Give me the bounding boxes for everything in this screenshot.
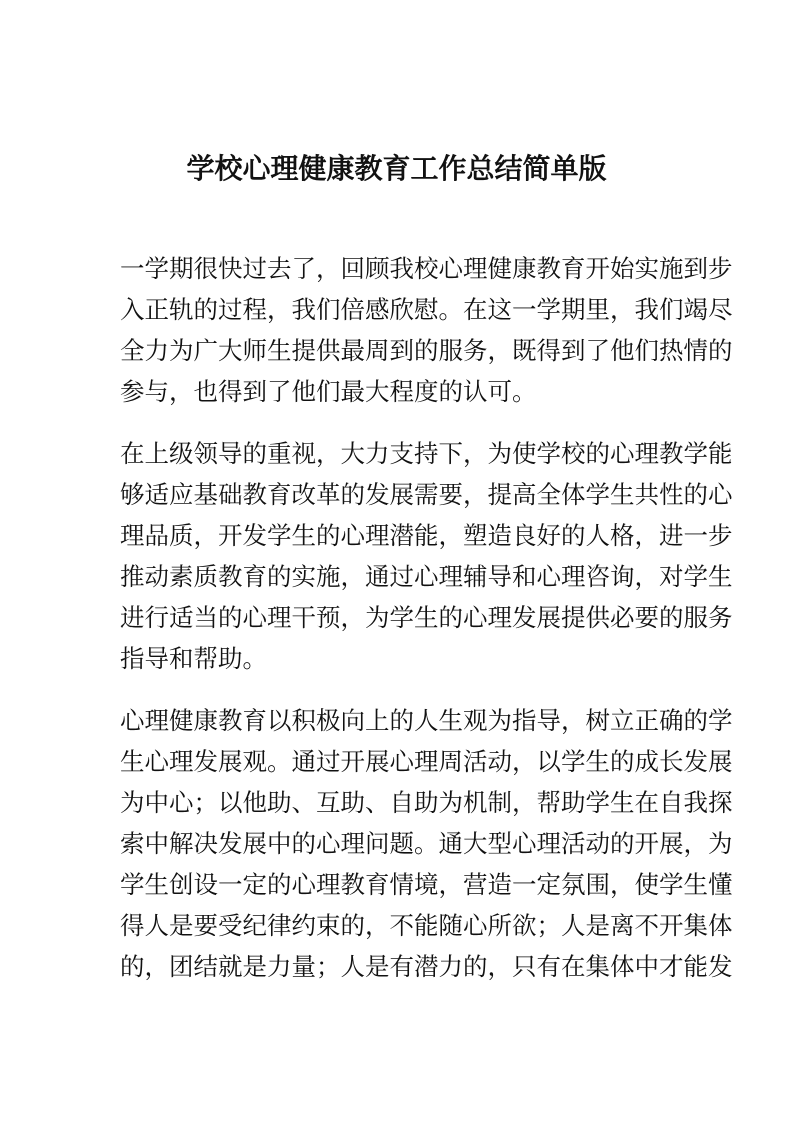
text-line: 在上级领导的重视，大力支持下，为使学校的心理教学能 <box>120 439 733 468</box>
text-line: 理品质，开发学生的心理潜能，塑造良好的人格，进一步 <box>120 521 733 550</box>
text-line: 参与，也得到了他们最大程度的认可。 <box>120 377 537 406</box>
text-line: 的，团结就是力量；人是有潜力的，只有在集体中才能发 <box>120 952 733 981</box>
document-body <box>120 248 733 1008</box>
text-line: 进行适当的心理干预，为学生的心理发展提供必要的服务 <box>120 603 733 632</box>
text-line: 索中解决发展中的心理问题。通大型心理活动的开展，为 <box>120 829 733 858</box>
paragraph <box>120 248 733 412</box>
paragraph <box>120 700 733 987</box>
text-line: 得人是要受纪律约束的，不能随心所欲；人是离不开集体 <box>120 911 733 940</box>
text-line: 入正轨的过程，我们倍感欣慰。在这一学期里，我们竭尽 <box>120 295 733 324</box>
text-line: 够适应基础教育改革的发展需要，提高全体学生共性的心 <box>120 480 733 509</box>
text-line: 指导和帮助。 <box>120 644 267 673</box>
text-line: 心理健康教育以积极向上的人生观为指导，树立正确的学 <box>120 706 733 735</box>
text-line: 全力为广大师生提供最周到的服务，既得到了他们热情的 <box>120 336 733 365</box>
text-line: 推动素质教育的实施，通过心理辅导和心理咨询，对学生 <box>120 562 733 591</box>
paragraph <box>120 433 733 679</box>
text-line: 学生创设一定的心理教育情境，营造一定氛围，使学生懂 <box>120 870 733 899</box>
text-line: 为中心；以他助、互助、自助为机制，帮助学生在自我探 <box>120 788 733 817</box>
document-title: 学校心理健康教育工作总结简单版 <box>186 151 607 185</box>
text-line: 一学期很快过去了，回顾我校心理健康教育开始实施到步 <box>120 254 733 283</box>
text-line: 生心理发展观。通过开展心理周活动，以学生的成长发展 <box>120 747 733 776</box>
